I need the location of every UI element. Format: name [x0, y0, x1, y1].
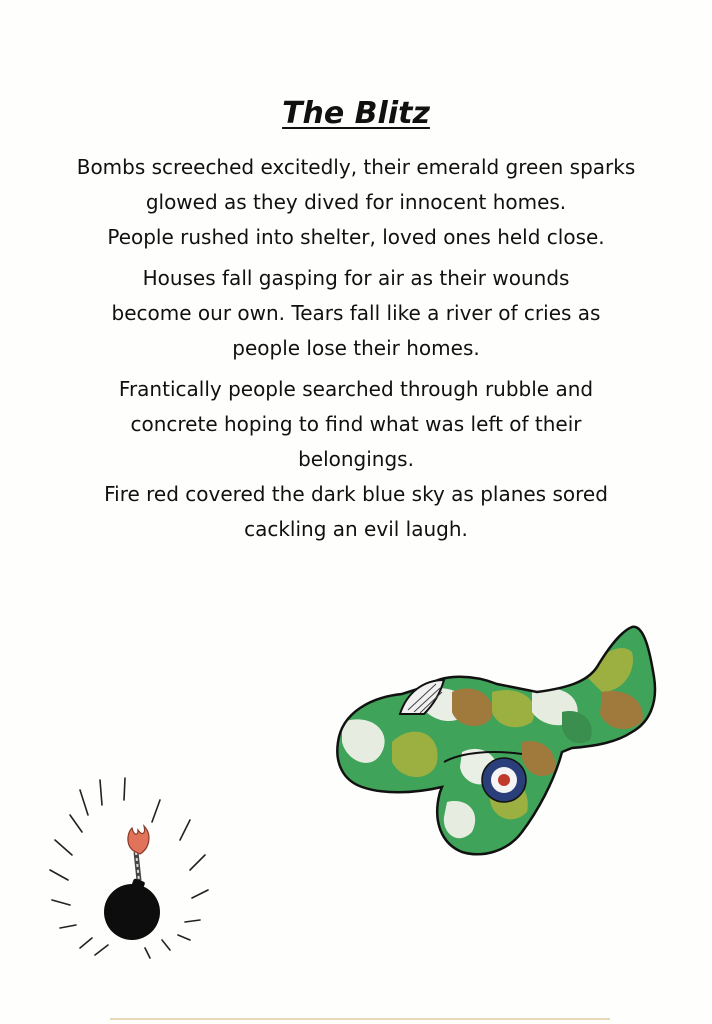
poem-line: belongings. [298, 447, 414, 471]
poem-title: The Blitz [282, 96, 430, 131]
poem-line: Frantically people searched through rubble and [118, 377, 594, 401]
roundel-icon [482, 758, 526, 802]
page-edge-line [110, 1018, 610, 1020]
stanza-1 [40, 150, 672, 255]
stanza-2 [40, 261, 672, 366]
poem-line: become our own. Tears fall like a river of cries as [111, 301, 601, 325]
poem-line: people lose their homes. [232, 336, 480, 360]
poem-body [40, 150, 672, 553]
poem-line: Fire red covered the dark blue sky as planes sored [104, 482, 608, 506]
poem-line: People rushed into shelter, loved ones held close. [107, 225, 605, 249]
stanza-3 [40, 372, 672, 547]
poem-line: Bombs screeched excitedly, their emerald green sparks [76, 155, 636, 179]
camouflage-plane-drawing [332, 622, 662, 858]
poem-line: Houses fall gasping for air as their wounds [142, 266, 570, 290]
poem-line: glowed as they dived for innocent homes. [145, 190, 567, 214]
poem-line: cackling an evil laugh. [244, 517, 468, 541]
bomb-drawing [40, 770, 220, 970]
poem-line: concrete hoping to find what was left of their [130, 412, 582, 436]
